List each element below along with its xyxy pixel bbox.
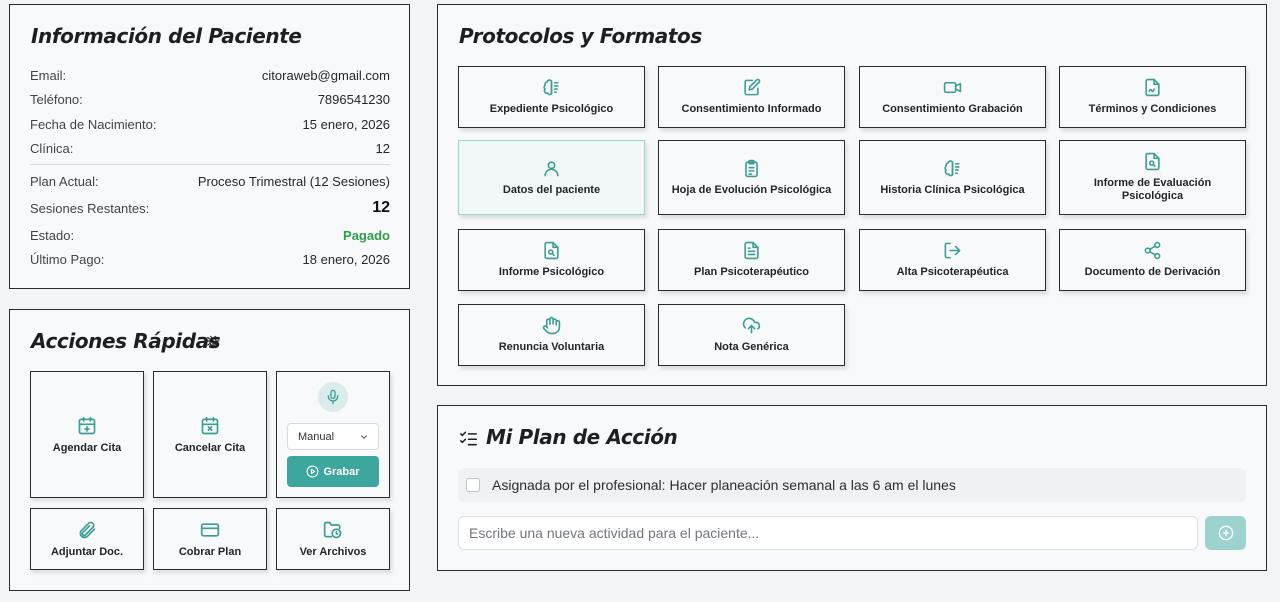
charge-plan-button[interactable] xyxy=(153,508,267,570)
schedule-label: Agendar Cita xyxy=(52,441,122,454)
recording-mode-value: Manual xyxy=(298,430,335,443)
action-plan-panel xyxy=(437,405,1267,571)
protocol-informe-evaluacion[interactable] xyxy=(1059,140,1246,215)
credit-card-icon xyxy=(200,520,220,540)
protocol-label: Hoja de Evolución Psicológica xyxy=(671,183,832,196)
record-button[interactable] xyxy=(287,456,379,487)
task-text: Asignada por el profesional: Hacer planeación semanal a las 6 am el lunes xyxy=(492,477,956,493)
search-document-icon xyxy=(542,241,561,260)
microphone-button[interactable] xyxy=(318,382,348,412)
plus-circle-icon xyxy=(1218,525,1234,541)
protocol-label: Consentimiento Informado xyxy=(681,103,822,116)
info-value: 7896541230 xyxy=(317,91,390,107)
record-label: Grabar xyxy=(323,465,360,478)
attach-document-button[interactable] xyxy=(30,508,144,570)
protocol-plan-psicoterapeutico[interactable] xyxy=(658,229,845,291)
protocol-hoja-evolucion[interactable] xyxy=(658,140,845,215)
quick-actions-panel xyxy=(9,309,410,591)
info-label: Sesiones Restantes: xyxy=(30,200,150,216)
cloud-upload-icon xyxy=(742,316,761,335)
info-row-sessions xyxy=(30,198,390,218)
attach-label: Adjuntar Doc. xyxy=(50,546,124,558)
new-activity-input[interactable] xyxy=(458,516,1198,550)
protocol-alta-psicoterapeutica[interactable] xyxy=(859,229,1046,291)
protocol-datos-paciente[interactable] xyxy=(458,140,645,215)
info-label: Último Pago: xyxy=(30,251,105,267)
info-value: 12 xyxy=(375,140,390,156)
protocol-expediente-psicologico[interactable] xyxy=(458,66,645,128)
patient-info-title: Información del Paciente xyxy=(31,24,302,48)
brain-icon xyxy=(542,78,561,97)
protocol-nota-generica[interactable] xyxy=(658,304,845,366)
protocol-consentimiento-informado[interactable] xyxy=(658,66,845,128)
protocol-label: Expediente Psicológico xyxy=(489,103,614,116)
brain-icon xyxy=(943,159,962,178)
protocol-documento-derivacion[interactable] xyxy=(1059,229,1246,291)
protocol-label: Renuncia Voluntaria xyxy=(498,341,605,354)
protocol-label: Informe Psicológico xyxy=(498,266,605,279)
protocol-historia-clinica[interactable] xyxy=(859,140,1046,215)
info-row-phone xyxy=(30,89,390,109)
text-document-icon xyxy=(742,241,761,260)
info-label: Plan Actual: xyxy=(30,173,99,189)
status-badge: Pagado xyxy=(343,227,390,243)
share-icon xyxy=(1143,241,1162,260)
info-label: Email: xyxy=(30,67,67,83)
info-divider xyxy=(30,164,390,165)
list-checks-icon xyxy=(459,430,478,447)
user-icon xyxy=(542,159,561,178)
info-label: Teléfono: xyxy=(30,91,83,107)
protocol-consentimiento-grabacion[interactable] xyxy=(859,66,1046,128)
calendar-plus-icon xyxy=(77,416,97,436)
patient-info-panel xyxy=(9,4,410,289)
protocol-informe-psicologico[interactable] xyxy=(458,229,645,291)
protocol-label: Plan Psicoterapéutico xyxy=(694,266,809,279)
list-item xyxy=(458,468,1246,502)
recorder-card xyxy=(276,371,390,498)
cancel-label: Cancelar Cita xyxy=(174,441,246,454)
clipboard-icon xyxy=(742,159,761,178)
chevron-down-icon xyxy=(359,432,369,442)
schedule-appointment-button[interactable] xyxy=(30,371,144,498)
recording-mode-select[interactable] xyxy=(287,423,379,450)
bug-icon[interactable] xyxy=(206,334,220,348)
protocol-label: Historia Clínica Psicológica xyxy=(880,183,1025,196)
protocols-title: Protocolos y Formatos xyxy=(459,24,702,48)
info-label: Fecha de Nacimiento: xyxy=(30,116,157,132)
search-document-icon xyxy=(1143,152,1162,171)
calendar-x-icon xyxy=(200,416,220,436)
info-row-birthdate xyxy=(30,114,390,134)
task-checkbox[interactable] xyxy=(466,478,480,492)
info-row-email xyxy=(30,65,390,85)
info-row-status xyxy=(30,225,390,245)
add-activity-button[interactable] xyxy=(1205,516,1246,550)
video-icon xyxy=(943,78,962,97)
hand-icon xyxy=(542,316,561,335)
info-value: citoraweb@gmail.com xyxy=(261,67,390,83)
microphone-icon xyxy=(325,389,341,405)
info-label: Clínica: xyxy=(30,140,74,156)
cancel-appointment-button[interactable] xyxy=(153,371,267,498)
folder-clock-icon xyxy=(323,520,343,540)
info-label: Estado: xyxy=(30,227,75,243)
protocol-label: Nota Genérica xyxy=(714,341,789,354)
protocols-panel xyxy=(437,4,1267,386)
sessions-remaining-value: 12 xyxy=(372,199,390,216)
protocol-label: Documento de Derivación xyxy=(1084,266,1221,279)
action-plan-title: Mi Plan de Acción xyxy=(486,425,678,449)
view-files-button[interactable] xyxy=(276,508,390,570)
signature-document-icon xyxy=(1143,78,1162,97)
protocol-label: Términos y Condiciones xyxy=(1088,103,1217,116)
edit-document-icon xyxy=(742,78,761,97)
protocol-label: Datos del paciente xyxy=(502,183,601,196)
info-row-last-payment xyxy=(30,249,390,269)
exit-icon xyxy=(943,241,962,260)
info-row-clinic xyxy=(30,138,390,158)
protocol-label: Consentimiento Grabación xyxy=(882,103,1023,116)
files-label: Ver Archivos xyxy=(299,546,367,558)
charge-label: Cobrar Plan xyxy=(178,546,242,558)
protocol-label: Alta Psicoterapéutica xyxy=(896,266,1009,279)
info-value: 15 enero, 2026 xyxy=(302,116,390,132)
play-circle-icon xyxy=(306,465,319,478)
protocol-label: Informe de Evaluación Psicológica xyxy=(1093,177,1212,202)
info-row-plan xyxy=(30,171,390,191)
protocol-renuncia-voluntaria[interactable] xyxy=(458,304,645,366)
info-value: 18 enero, 2026 xyxy=(302,251,390,267)
paperclip-icon xyxy=(77,520,97,540)
info-value: Proceso Trimestral (12 Sesiones) xyxy=(197,173,390,189)
quick-actions-title: Acciones Rápidas xyxy=(31,329,221,353)
protocol-terminos-condiciones[interactable] xyxy=(1059,66,1246,128)
